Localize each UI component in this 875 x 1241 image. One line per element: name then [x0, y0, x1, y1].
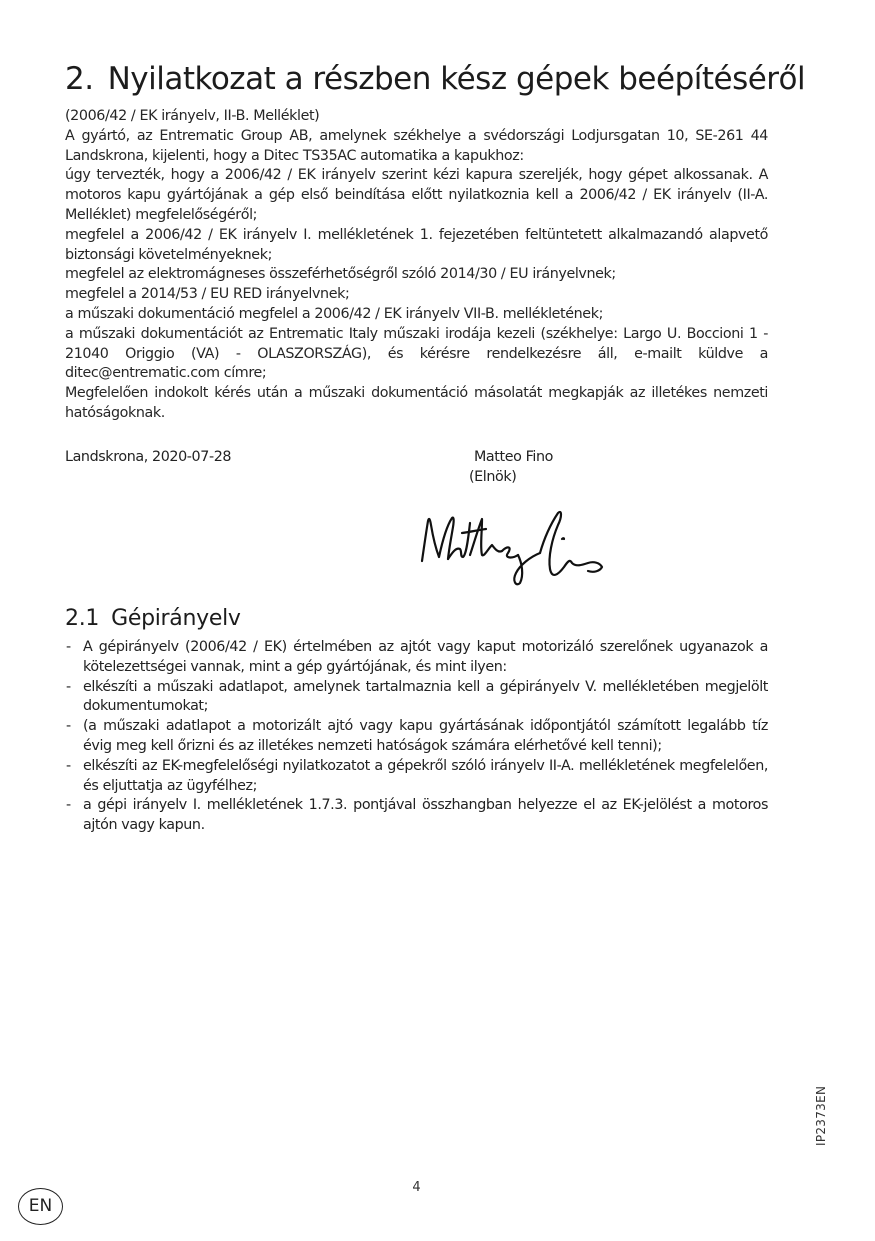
- paragraph-manufacturer: A gyártó, az Entrematic Group AB, amelynek székhelye a svédországi Lodjursgatan 10, SE-261 44 Landskrona, kijelenti, hogy a Ditec TS35AC automatika a kapukhoz:: [65, 127, 768, 164]
- page-number: 4: [412, 1180, 421, 1195]
- language-badge: EN: [18, 1188, 63, 1225]
- section-title: [65, 604, 241, 634]
- paragraph-safety-requirements: megfelel a 2006/42 / EK irányelv I. mellékletének 1. fejezetében feltüntetett alkalmazandó alapvető biztonsági követelményeknek;: [65, 226, 768, 263]
- machinery-directive-list: [65, 638, 768, 836]
- title-text: Nyilatkozat a részben kész gépek beépítéséről: [107, 61, 806, 97]
- place-date: Landskrona, 2020-07-28: [65, 449, 232, 465]
- list-item: - (a műszaki adatlapot a motorizált ajtó vagy kapu gyártásának időpontjától számított legalább tíz évig meg kell őrizni és az illetékes nemzeti hatóságok számára elérhetővé kell tenni);: [65, 717, 768, 757]
- paragraph-tech-doc: a műszaki dokumentáció megfelel a 2006/42 / EK irányelv VII-B. mellékletének;: [65, 305, 604, 322]
- section-number: 2.1: [65, 606, 100, 631]
- signer-name: Matteo Fino: [474, 449, 553, 465]
- list-item: - A gépirányelv (2006/42 / EK) értelmében az ajtót vagy kaput motorizáló szerelőnek ugyanazok a kötelezettségei vannak, mint a gép gyártójának, és mint ilyen:: [65, 638, 768, 678]
- paragraph-copy-request: Megfelelően indokolt kérés után a műszaki dokumentáció másolatát megkapják az illetékes nemzeti hatóságoknak.: [65, 385, 768, 421]
- declaration-body: [65, 107, 768, 424]
- paragraph-designed: úgy tervezték, hogy a 2006/42 / EK irányelv szerint kézi kapura szereljék, hogy gépet alkossanak. A motoros kapu gyártójának a gép első beindítása előtt nyilatkoznia kell a 2006/42 / EK irányelv (II-A. Melléklet) megfelelőségéről;: [65, 167, 768, 223]
- document-code: IP2373EN: [814, 1085, 828, 1146]
- list-item: - elkészíti a műszaki adatlapot, amelynek tartalmaznia kell a gépirányelv V. mellékletében megjelölt dokumentumokat;: [65, 678, 768, 718]
- list-item: - a gépi irányelv I. mellékletének 1.7.3. pontjával összhangban helyezze el az EK-jelölést a motoros ajtón vagy kapun.: [65, 796, 768, 836]
- page-title: [65, 58, 806, 100]
- section-title-text: Gépirányelv: [111, 606, 241, 631]
- handwritten-signature: [412, 503, 612, 593]
- title-number: 2.: [65, 61, 94, 97]
- signer-role: (Elnök): [469, 469, 517, 485]
- paragraph-tech-doc-office: a műszaki dokumentációt az Entrematic Italy műszaki irodája kezeli (székhelye: Largo U. Boccioni 1 - 21040 Origgio (VA) - OLASZORSZÁG), és kérésre rendelkezésre áll, e-mailt küldve a ditec@entrematic.com címre;: [65, 325, 768, 382]
- paragraph-red: megfelel a 2014/53 / EU RED irányelvnek;: [65, 286, 350, 303]
- paragraph-emc: megfelel az elektromágneses összeférhetőségről szóló 2014/30 / EU irányelvnek;: [65, 266, 616, 283]
- paragraph-directive-ref: (2006/42 / EK irányelv, II-B. Melléklet): [65, 108, 320, 124]
- list-item: - elkészíti az EK-megfelelőségi nyilatkozatot a gépekről szóló irányelv II-A. mellékletének megfelelően, és eljuttatja az ügyfélhez;: [65, 757, 768, 797]
